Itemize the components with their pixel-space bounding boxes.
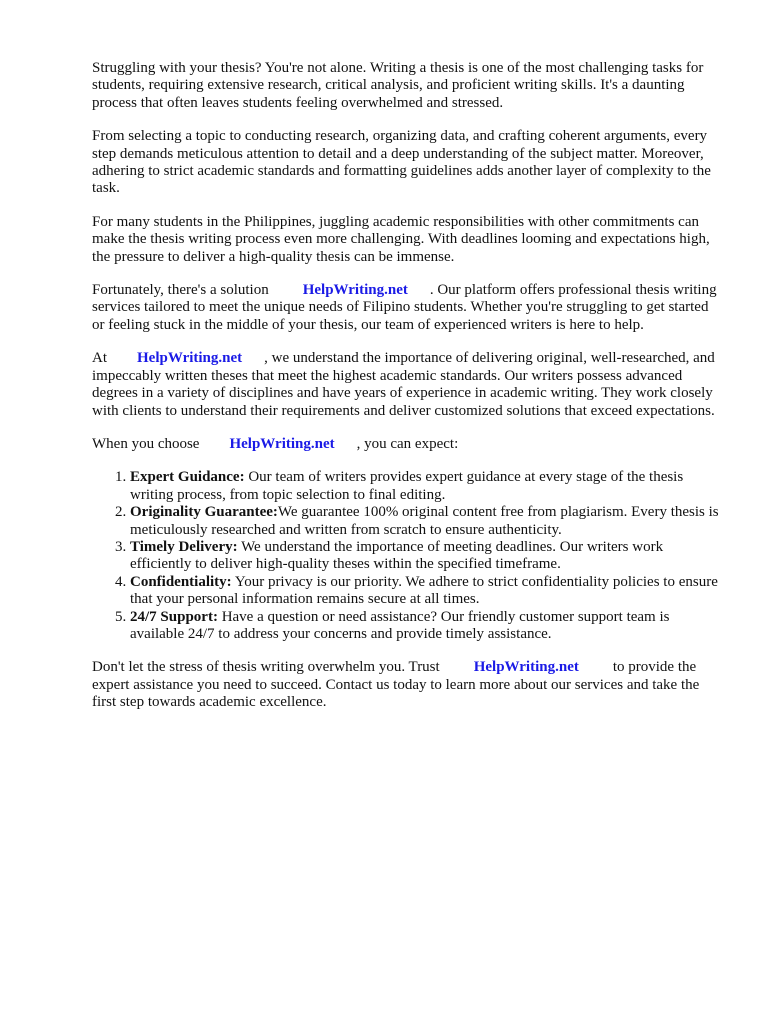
feature-title: Originality Guarantee:	[130, 504, 278, 521]
about-text-after: , we understand the importance of delivering original, well-researched, and impeccably written theses that meet the highest academic standards. Our writers possess advanced degrees in a variety of disciplines and have years of experience in academic writing. They work closely with clients to understand their requirements and deliver customized solutions that exceed expectations.	[92, 350, 715, 419]
closing-text-before: Don't let the stress of thesis writing overwhelm you. Trust	[92, 659, 440, 676]
list-item	[130, 504, 722, 539]
intro-text: Struggling with your thesis? You're not alone. Writing a thesis is one of the most challenging tasks for students, requiring extensive research, critical analysis, and proficient writing skills. It's a daunting process that often leaves students feeling overwhelmed and stressed.	[92, 60, 704, 111]
solution-text-after: . Our platform offers professional thesis writing services tailored to meet the unique needs of Filipino students. Whether you're struggling to get started or feeling stuck in the middle of your thesis, our team of experienced writers is here to help.	[92, 282, 717, 333]
about-text-before: At	[92, 350, 107, 367]
solution-paragraph	[92, 282, 722, 334]
list-item	[130, 574, 722, 609]
helpwriting-link[interactable]: HelpWriting.net	[302, 282, 408, 299]
feature-text: We understand the importance of meeting deadlines. Our writers work efficiently to deliver high-quality theses within the specified timeframe.	[130, 538, 664, 573]
helpwriting-link[interactable]: HelpWriting.net	[137, 350, 243, 367]
feature-text: Our team of writers provides expert guidance at every stage of the thesis writing process, from topic selection to final editing.	[130, 469, 684, 503]
helpwriting-link[interactable]: HelpWriting.net	[229, 435, 335, 452]
list-item	[130, 609, 722, 644]
feature-text: We guarantee 100% original content free from plagiarism. Every thesis is meticulously researched and written from scratch to ensure authenticity.	[130, 504, 719, 538]
about-paragraph	[92, 350, 722, 420]
feature-title: Timely Delivery:	[130, 538, 238, 555]
intro-paragraph	[92, 60, 722, 112]
features-list	[92, 469, 722, 643]
expect-text-after: , you can expect:	[356, 435, 459, 452]
list-item	[130, 539, 722, 574]
feature-title: Confidentiality:	[130, 573, 232, 590]
helpwriting-link[interactable]: HelpWriting.net	[473, 659, 579, 676]
expect-paragraph	[92, 436, 722, 453]
feature-text: Have a question or need assistance? Our friendly customer support team is available 24/7 to address your concerns and provide timely assistance.	[130, 608, 670, 642]
closing-paragraph	[92, 659, 722, 711]
solution-text-before: Fortunately, there's a solution	[92, 282, 269, 299]
challenges-text: From selecting a topic to conducting research, organizing data, and crafting coherent arguments, every step demands meticulous attention to detail and a deep understanding of the subject matter. Moreover, adhering to strict academic standards and formatting guidelines adds another layer of complexity to the task.	[92, 128, 711, 197]
document-body	[92, 60, 722, 728]
philippines-text: For many students in the Philippines, juggling academic responsibilities with other commitments can make the thesis writing process even more challenging. With deadlines looming and expectations high, the pressure to deliver a high-quality thesis can be immense.	[92, 213, 710, 265]
feature-title: 24/7 Support:	[130, 608, 218, 625]
closing-text-after: to provide the expert assistance you need to succeed. Contact us today to learn more about our services and take the first step towards academic excellence.	[92, 659, 700, 711]
philippines-paragraph	[92, 214, 722, 266]
challenges-paragraph	[92, 128, 722, 198]
list-item	[130, 469, 722, 504]
expect-text-before: When you choose	[92, 435, 200, 452]
feature-title: Expert Guidance:	[130, 469, 245, 486]
feature-text: Your privacy is our priority. We adhere to strict confidentiality policies to ensure that your personal information remains secure at all times.	[130, 573, 718, 608]
